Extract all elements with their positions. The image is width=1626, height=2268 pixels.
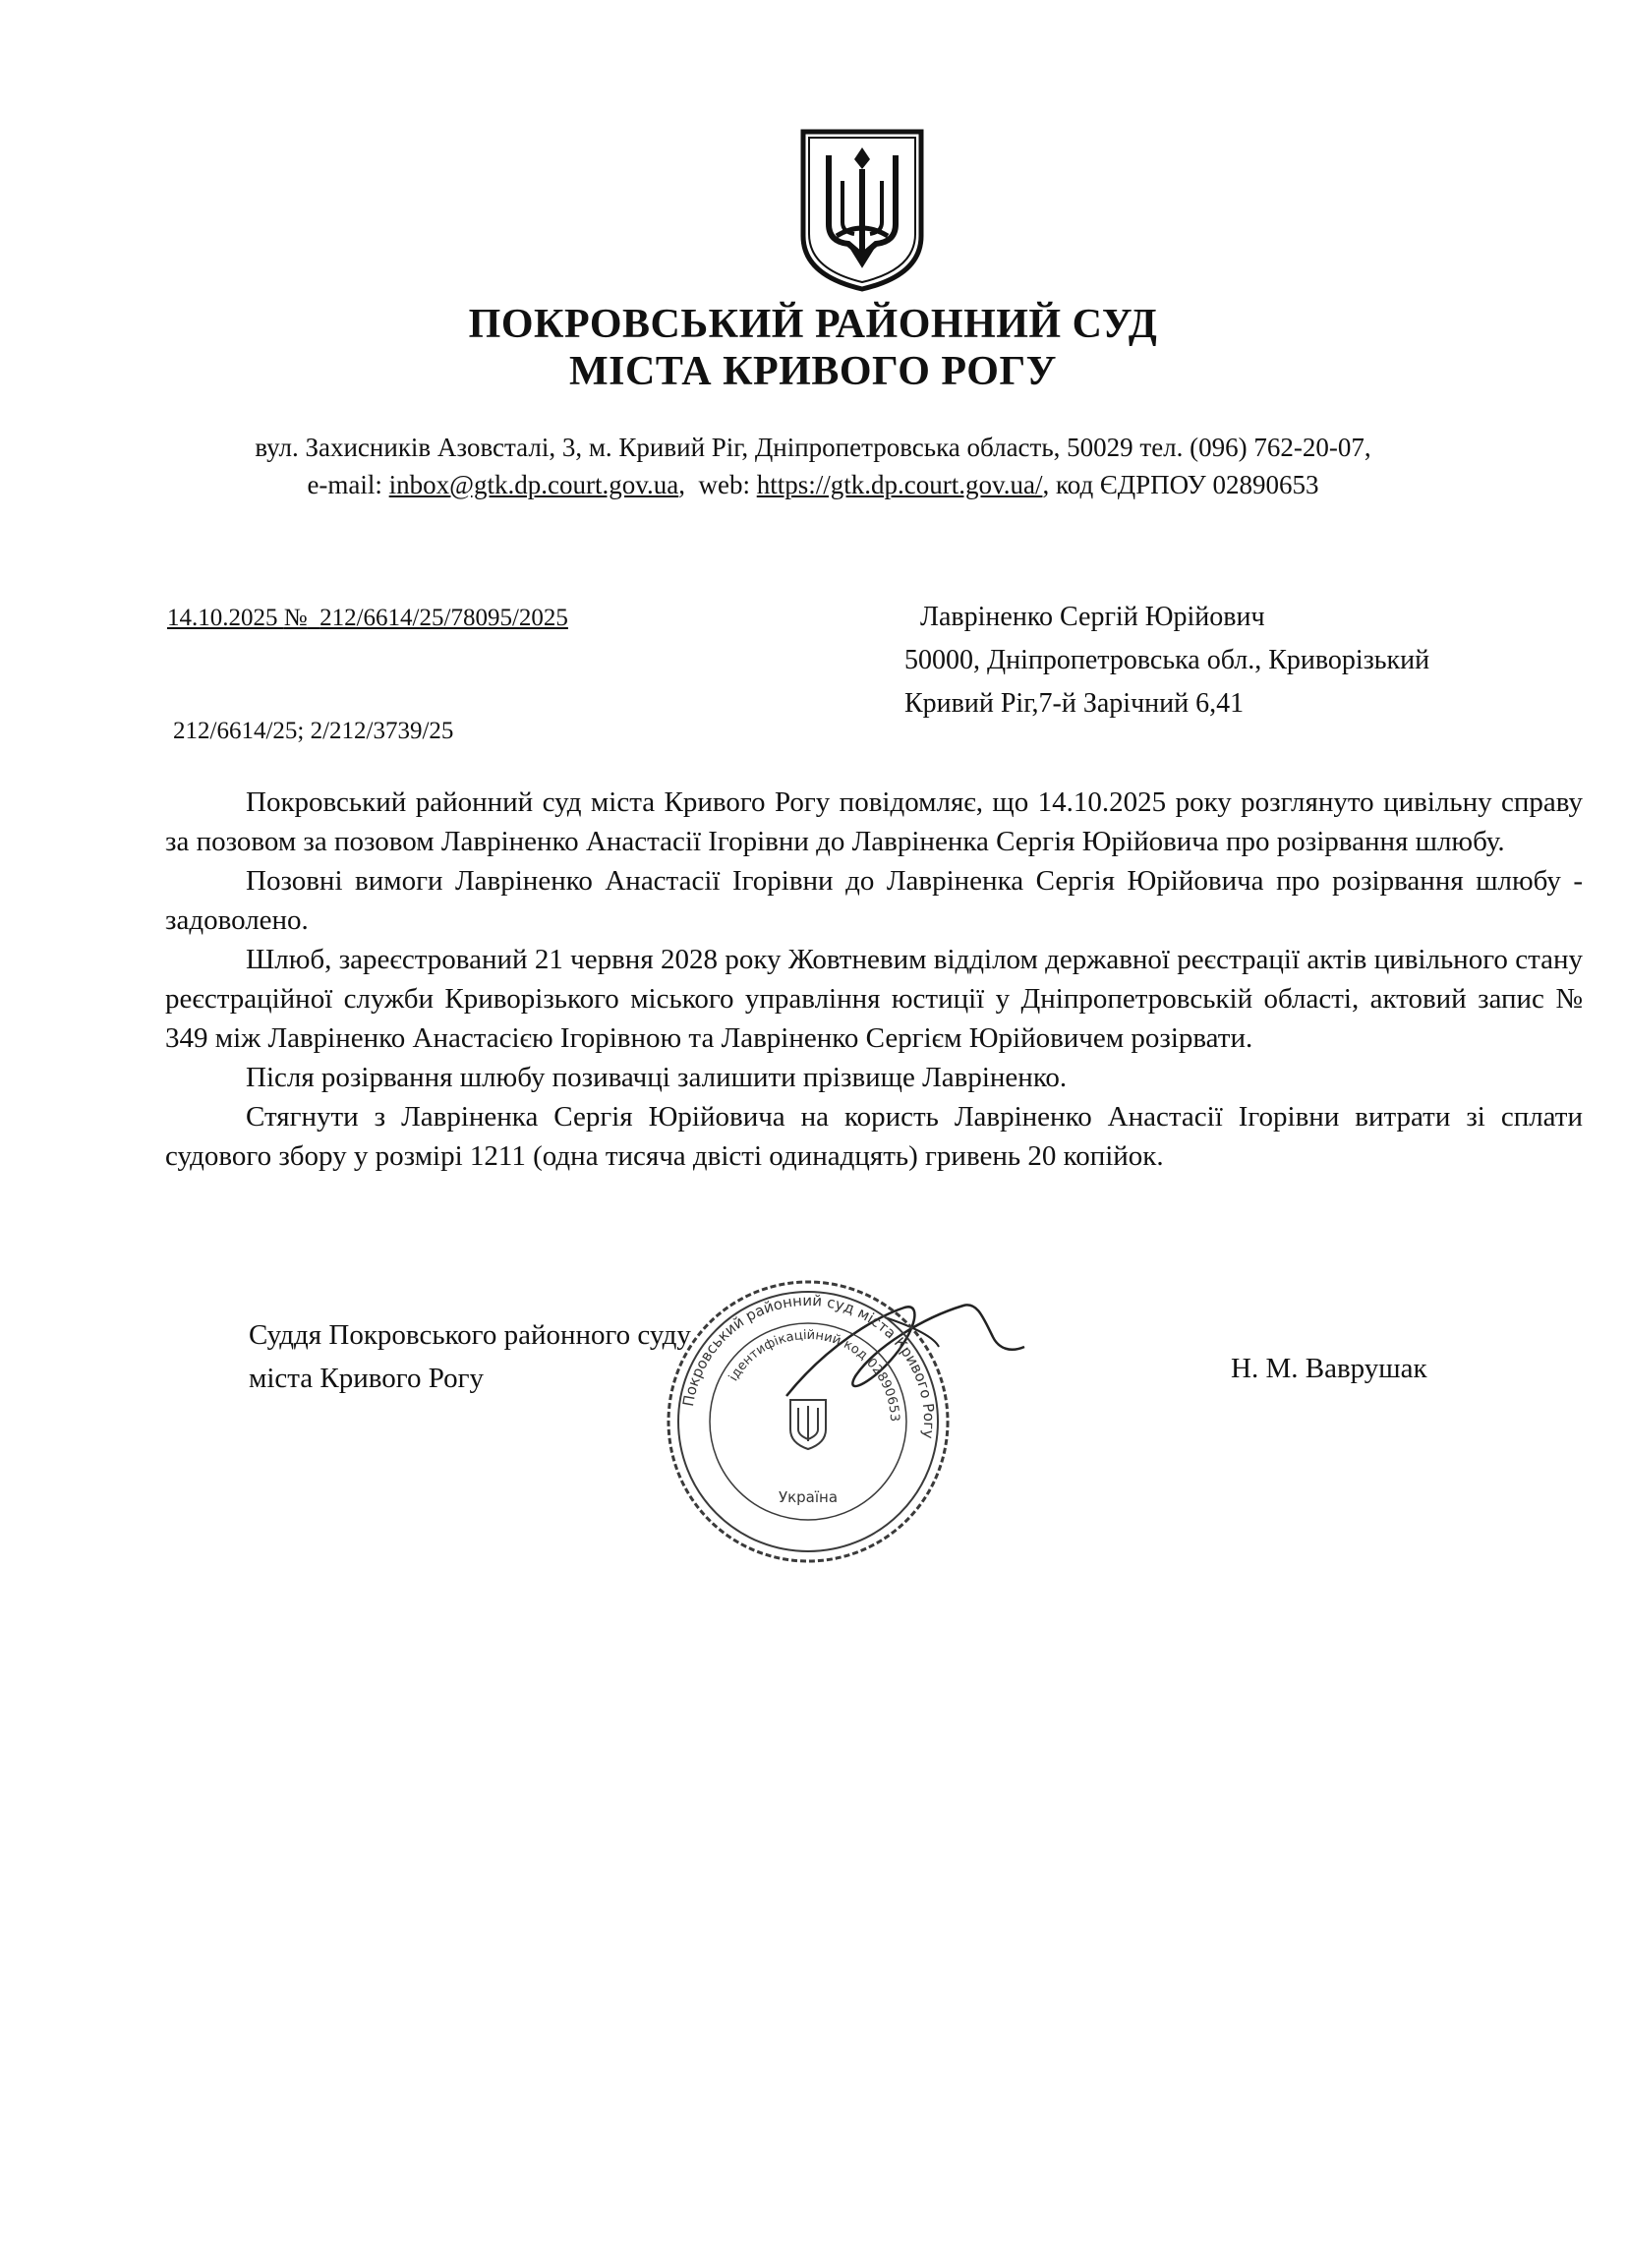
- coat-of-arms-icon: [797, 126, 927, 293]
- judge-position: [249, 1313, 691, 1400]
- recipient-block: [904, 596, 1593, 726]
- court-name-line2: МІСТА КРИВОГО РОГУ: [569, 349, 1057, 394]
- web-label: web:: [698, 470, 750, 499]
- stamp-outer-text: Покровський районний суд міста Кривого Рогу: [678, 1291, 939, 1440]
- body-paragraph: Шлюб, зареєстрований 21 червня 2028 року Жовтневим відділом державної реєстрації актів цивільного стану реєстраційної служби Криворізького міського управління юстиції у Дніпропетровській області, актовий запис № 349 між Лавріненко Анастасією Ігорівною та Лавріненко Сергієм Юрійовичем розірвати.: [165, 944, 1583, 1054]
- outgoing-number: 212/6614/25/78095/2025: [319, 605, 568, 631]
- court-web-link[interactable]: https://gtk.dp.court.gov.ua/: [756, 470, 1043, 499]
- stamp-country: Україна: [778, 1488, 839, 1506]
- outgoing-date: 14.10.2025: [167, 605, 278, 631]
- email-label: e-mail:: [307, 470, 382, 499]
- body-paragraph: Стягнути з Лавріненка Сергія Юрійовича на користь Лавріненко Анастасії Ігорівни витрати зі сплати судового збору у розмірі 1211 (одна тисяча двісті одинадцять) гривень 20 копійок.: [165, 1101, 1583, 1172]
- court-contacts: e-mail: inbox@gtk.dp.court.gov.ua, web: https://gtk.dp.court.gov.ua/, код ЄДРПОУ 02890653: [307, 470, 1319, 499]
- outgoing-reference: [167, 605, 568, 632]
- court-email-link[interactable]: inbox@gtk.dp.court.gov.ua: [388, 470, 679, 499]
- body-paragraph: Покровський районний суд міста Кривого Рогу повідомляє, що 14.10.2025 року розглянуто цивільну справу за позовом за позовом Лавріненко Анастасії Ігорівни до Лавріненка Сергія Юрійовича про розірвання шлюбу.: [165, 786, 1583, 857]
- recipient-address-line1: 50000, Дніпропетровська обл., Криворізький: [904, 645, 1430, 675]
- court-address: вул. Захисників Азовсталі, 3, м. Кривий Ріг, Дніпропетровська область, 50029 тел. (096) 762-20-07,: [255, 433, 1371, 462]
- body-paragraph: Позовні вимоги Лавріненко Анастасії Ігорівни до Лавріненка Сергія Юрійовича про розірвання шлюбу - задоволено.: [165, 865, 1583, 936]
- outgoing-number-label: №: [283, 605, 308, 631]
- stamp-trident-icon: [790, 1400, 826, 1449]
- edrpou-code: код ЄДРПОУ 02890653: [1055, 470, 1319, 499]
- stamp-code-text: ідентифікаційний код 02890653: [726, 1327, 902, 1423]
- recipient-name: Лавріненко Сергій Юрійович: [920, 602, 1265, 632]
- judge-position-line1: Суддя Покровського районного суду: [249, 1319, 691, 1351]
- notice-body: [165, 783, 1583, 1176]
- recipient-address-line2: Кривий Ріг,7-й Зарічний 6,41: [904, 688, 1245, 719]
- judge-position-line2: міста Кривого Рогу: [249, 1363, 485, 1394]
- court-name-line1: ПОКРОВСЬКИЙ РАЙОННИЙ СУД: [468, 302, 1158, 347]
- official-stamp: [661, 1274, 956, 1569]
- case-references: 212/6614/25; 2/212/3739/25: [173, 718, 454, 744]
- body-paragraph: Після розірвання шлюбу позивачці залишити прізвище Лавріненко.: [246, 1062, 1068, 1093]
- judge-name: Н. М. Ваврушак: [1231, 1353, 1427, 1384]
